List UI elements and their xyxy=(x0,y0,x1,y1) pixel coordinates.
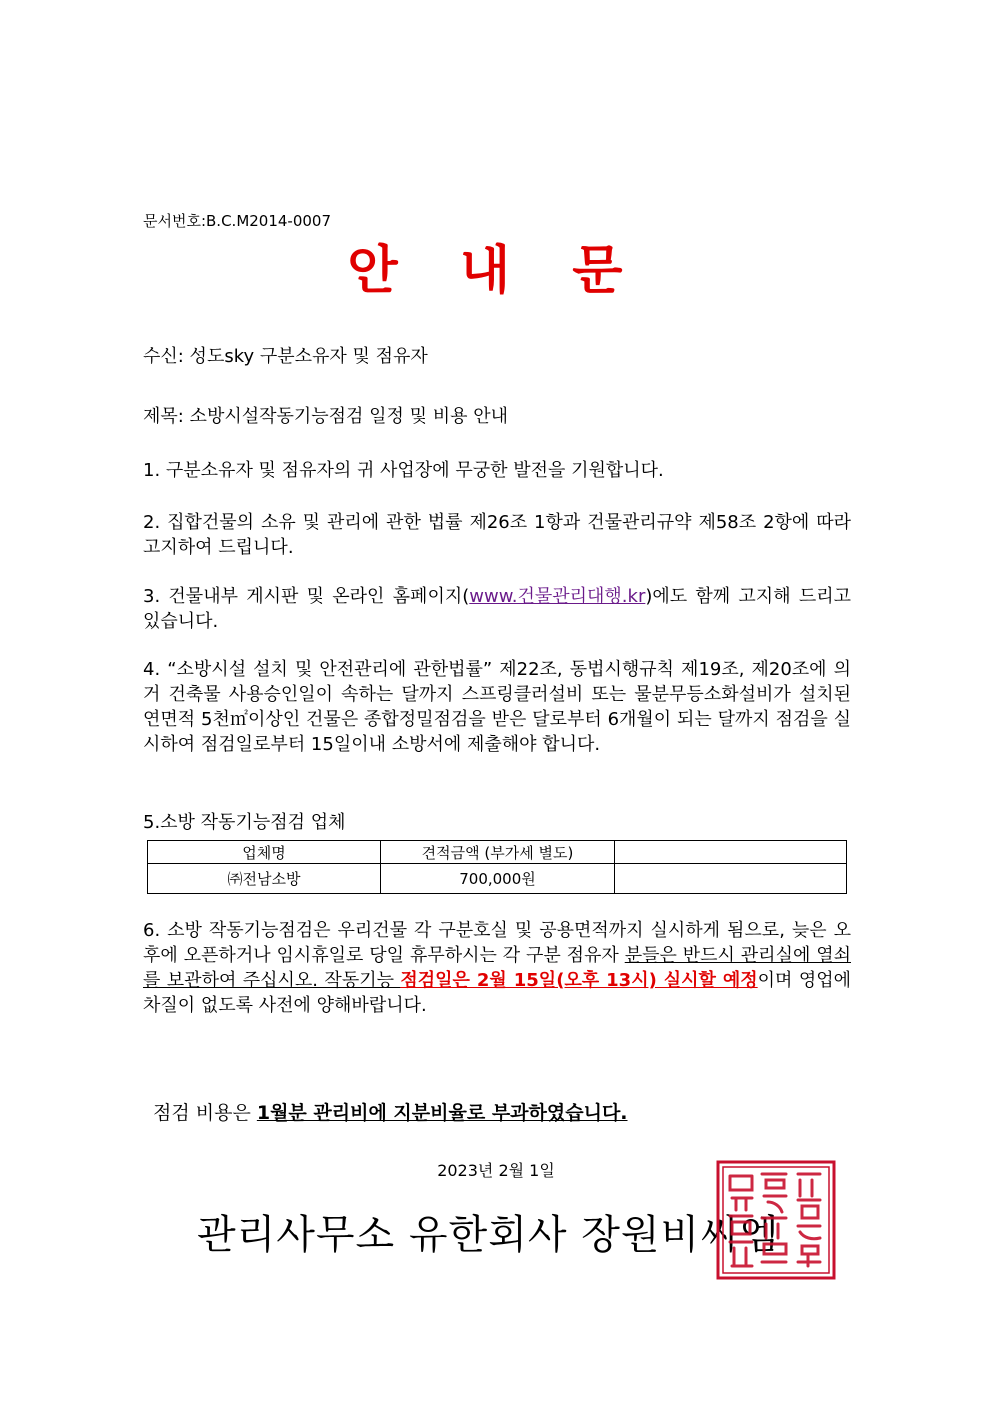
paragraph-6-key-notice: 분들은 반드시 관리실에 열쇠를 보관하여 주십시오. 작동기능 xyxy=(143,945,851,991)
document-title: 안 내 문 xyxy=(347,241,645,301)
cell-blank xyxy=(615,864,847,894)
paragraph-6-text-1: 6. 소방 작동기능점검은 우리건물 각 구분호실 및 공용면적까지 실시하게 됨으로, 늦은 오후에 오픈하거나 임시휴일로 당일 휴무하시는 각 구분 점유자 xyxy=(143,920,851,966)
paragraph-6 xyxy=(143,918,851,1018)
header-cell-blank xyxy=(615,841,847,864)
header-cell-company: 업체명 xyxy=(148,841,381,864)
paragraph-3-text-end: )에도 함께 고지해 드리고 있습니다. xyxy=(143,586,851,632)
paragraph-6-text-3: 이며 영업에 차질이 없도록 사전에 양해바랍니다. xyxy=(143,970,852,1016)
issue-date: 2023년 2월 1일 xyxy=(437,1161,555,1180)
paragraph-3-text-start: 3. 건물내부 게시판 및 온라인 홈페이지( xyxy=(143,586,470,607)
paragraph-1: 1. 구분소유자 및 점유자의 귀 사업장에 무궁한 발전을 기원합니다. xyxy=(143,460,664,481)
official-seal-stamp xyxy=(716,1160,836,1280)
paragraph-4: 4. “소방시설 설치 및 안전관리에 관한법률” 제22조, 동법시행규칙 제19조, 제20조에 의거 건축물 사용승인일이 속하는 달까지 스프링클러설비 또는 물분무등소화설비가 설치된 연면적 5천㎡이상인 건물은 종합정밀점검을 받은 달로부터 6개월이 되는 달까지 점검을 실시하여 점검일로부터 15일이내 소방서에 제출해야 합니다. xyxy=(143,659,851,755)
table-row xyxy=(148,864,847,894)
fee-notice xyxy=(153,1098,628,1125)
cell-company: ㈜전남소방 xyxy=(148,864,381,894)
recipient-line: 수신: 성도sky 구분소유자 및 점유자 xyxy=(143,346,428,367)
vendor-table xyxy=(147,840,847,894)
subject-line: 제목: 소방시설작동기능점검 일정 및 비용 안내 xyxy=(143,406,509,427)
vendor-table-header xyxy=(148,841,847,864)
header-cell-estimate: 견적금액 (부가세 별도) xyxy=(381,841,615,864)
issuer-office: 관리사무소 유한회사 장원비씨엠 xyxy=(197,1212,780,1258)
cell-estimate: 700,000원 xyxy=(381,864,615,894)
fee-prefix: 점검 비용은 xyxy=(153,1102,257,1124)
inspection-date-highlight: 점검일은 2월 15일(오후 13시) 실시할 예정 xyxy=(400,970,758,991)
vendor-heading: 5.소방 작동기능점검 업체 xyxy=(143,812,346,833)
fee-detail: 1월분 관리비에 지분비율로 부과하였습니다. xyxy=(256,1102,628,1124)
document-number: 문서번호:B.C.M2014-0007 xyxy=(143,212,332,230)
homepage-link[interactable]: www.건물관리대행.kr xyxy=(469,586,646,607)
paragraph-2: 2. 집합건물의 소유 및 관리에 관한 법률 제26조 1항과 건물관리규약 제58조 2항에 따라 고지하여 드립니다. xyxy=(143,512,851,558)
paragraph-3 xyxy=(143,584,851,634)
